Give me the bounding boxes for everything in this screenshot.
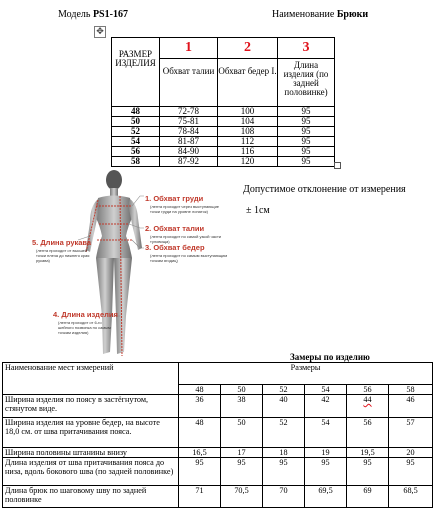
size-header-cell: 56	[347, 385, 389, 395]
measure-value: 42	[305, 395, 347, 418]
measure-value: 95	[305, 458, 347, 486]
table-row	[3, 458, 433, 486]
tolerance-value: ± 1см	[246, 205, 270, 216]
size-cell: 56	[112, 147, 160, 157]
measure-value: 68,5	[389, 486, 433, 508]
size-header-cell: 58	[389, 385, 433, 395]
length-cell: 95	[278, 137, 335, 147]
measure-value: 70	[263, 486, 305, 508]
size-cell: 48	[112, 107, 160, 117]
column-number-3: 3	[278, 38, 335, 59]
waist-cell: 72-78	[160, 107, 218, 117]
waist-cell: 87-92	[160, 157, 218, 167]
waist-cell: 81-87	[160, 137, 218, 147]
measure-value: 70,5	[221, 486, 263, 508]
measure-4-note: (лента проходит от 6-го шейного позвонка по самым точкам изделия)	[58, 320, 111, 335]
measurements-title: Замеры по изделию	[290, 352, 370, 362]
measure-name: Ширина изделия по поясу в застёгнутом, стянутом виде.	[3, 395, 179, 418]
measure-value: 69	[347, 486, 389, 508]
hips-cell: 116	[218, 147, 278, 157]
hips-cell: 100	[218, 107, 278, 117]
hips-cell: 120	[218, 157, 278, 167]
waist-cell: 84-90	[160, 147, 218, 157]
column-label-length: Длина изделия (по задней половинке)	[278, 59, 335, 107]
measure-5-note: (лента проходит от высшей точки плеча до нижнего края рукава)	[36, 248, 90, 263]
name-label: Наименование	[272, 9, 335, 20]
measure-value: 20	[389, 448, 433, 458]
measure-name: Длина брюк по шаговому шву по задней половинке	[3, 486, 179, 508]
name-value: Брюки	[336, 9, 369, 20]
name-header: Наименование мест измерений	[3, 363, 179, 395]
size-cell: 54	[112, 137, 160, 147]
size-cell: 58	[112, 157, 160, 167]
table-row	[112, 107, 335, 117]
measure-value: 38	[221, 395, 263, 418]
size-header-cell: 54	[305, 385, 347, 395]
measure-value: 95	[347, 458, 389, 486]
hips-cell: 108	[218, 127, 278, 137]
measure-value: 95	[221, 458, 263, 486]
table-move-handle-icon[interactable]: ✥	[94, 26, 106, 38]
measure-name: Длина изделия от шва притачивания пояса до низа, вдоль бокового шва (по задней половинке)	[3, 458, 179, 486]
measure-value: 56	[347, 418, 389, 448]
table-row	[112, 117, 335, 127]
measure-value: 54	[305, 418, 347, 448]
measure-2-note: (лента проходит по самой узкой части туловища)	[150, 234, 222, 244]
sizes-header: Размеры	[179, 363, 433, 385]
measure-name: Ширина половины штанины внизу	[3, 448, 179, 458]
table-row	[3, 486, 433, 508]
measure-2-title: 2. Обхват талии	[145, 224, 205, 233]
measurement-figure	[40, 166, 240, 366]
measure-value: 19,5	[347, 448, 389, 458]
column-label-hips: Обхват бедер I.	[218, 59, 278, 107]
size-corner-label: РАЗМЕР ИЗДЕЛИЯ	[112, 38, 160, 107]
length-cell: 95	[278, 127, 335, 137]
size-cell: 52	[112, 127, 160, 137]
model-label: Модель	[58, 9, 91, 20]
measure-value: 48	[179, 418, 221, 448]
measure-value: 17	[221, 448, 263, 458]
hips-cell: 112	[218, 137, 278, 147]
measurements-table	[2, 362, 433, 508]
measure-value: 36	[179, 395, 221, 418]
measure-value: 57	[389, 418, 433, 448]
column-number-2: 2	[218, 38, 278, 59]
hips-cell: 104	[218, 117, 278, 127]
measure-1-note: (лента проходит через выступающие точки груди на уровне лопаток)	[150, 204, 220, 214]
length-cell: 95	[278, 117, 335, 127]
model-header	[58, 9, 128, 20]
size-header-cell: 52	[263, 385, 305, 395]
length-cell: 95	[278, 147, 335, 157]
measure-value: 44	[347, 395, 389, 418]
measure-value: 95	[179, 458, 221, 486]
table-row	[112, 127, 335, 137]
measure-4-title: 4. Длина изделия	[53, 310, 118, 319]
column-label-waist: Обхват талии	[160, 59, 218, 107]
measure-value: 40	[263, 395, 305, 418]
product-name-header	[272, 9, 368, 20]
measure-value: 69,5	[305, 486, 347, 508]
table-row	[3, 418, 433, 448]
table-row	[112, 147, 335, 157]
measure-value: 18	[263, 448, 305, 458]
table-row	[112, 137, 335, 147]
table-resize-handle[interactable]	[334, 162, 341, 169]
measure-3-note: (лента проходит по самым выступающим точкам ягодиц)	[150, 253, 228, 263]
table-row	[3, 395, 433, 418]
size-cell: 50	[112, 117, 160, 127]
measure-value: 16,5	[179, 448, 221, 458]
size-header-cell: 50	[221, 385, 263, 395]
waist-cell: 75-81	[160, 117, 218, 127]
measure-value: 71	[179, 486, 221, 508]
size-header-cell: 48	[179, 385, 221, 395]
measure-1-title: 1. Обхват груди	[145, 194, 204, 203]
measure-value: 19	[305, 448, 347, 458]
measure-name: Ширина изделия на уровне бедер, на высоте 18,0 см. от шва притачивания пояса.	[3, 418, 179, 448]
measure-value: 52	[263, 418, 305, 448]
table-row	[112, 157, 335, 167]
size-table	[111, 37, 335, 167]
measure-value: 46	[389, 395, 433, 418]
measure-5-title: 5. Длина рукава	[32, 238, 92, 247]
waist-cell: 78-84	[160, 127, 218, 137]
column-number-1: 1	[160, 38, 218, 59]
table-row	[3, 448, 433, 458]
measure-value: 50	[221, 418, 263, 448]
model-value: PS1-167	[92, 9, 128, 20]
measure-value: 95	[389, 458, 433, 486]
tolerance-text: Допустимое отклонение от измерения	[243, 184, 406, 195]
measure-value: 95	[263, 458, 305, 486]
measure-3-title: 3. Обхват бедер	[145, 243, 205, 252]
length-cell: 95	[278, 107, 335, 117]
length-cell: 95	[278, 157, 335, 167]
female-silhouette-icon	[40, 166, 240, 366]
